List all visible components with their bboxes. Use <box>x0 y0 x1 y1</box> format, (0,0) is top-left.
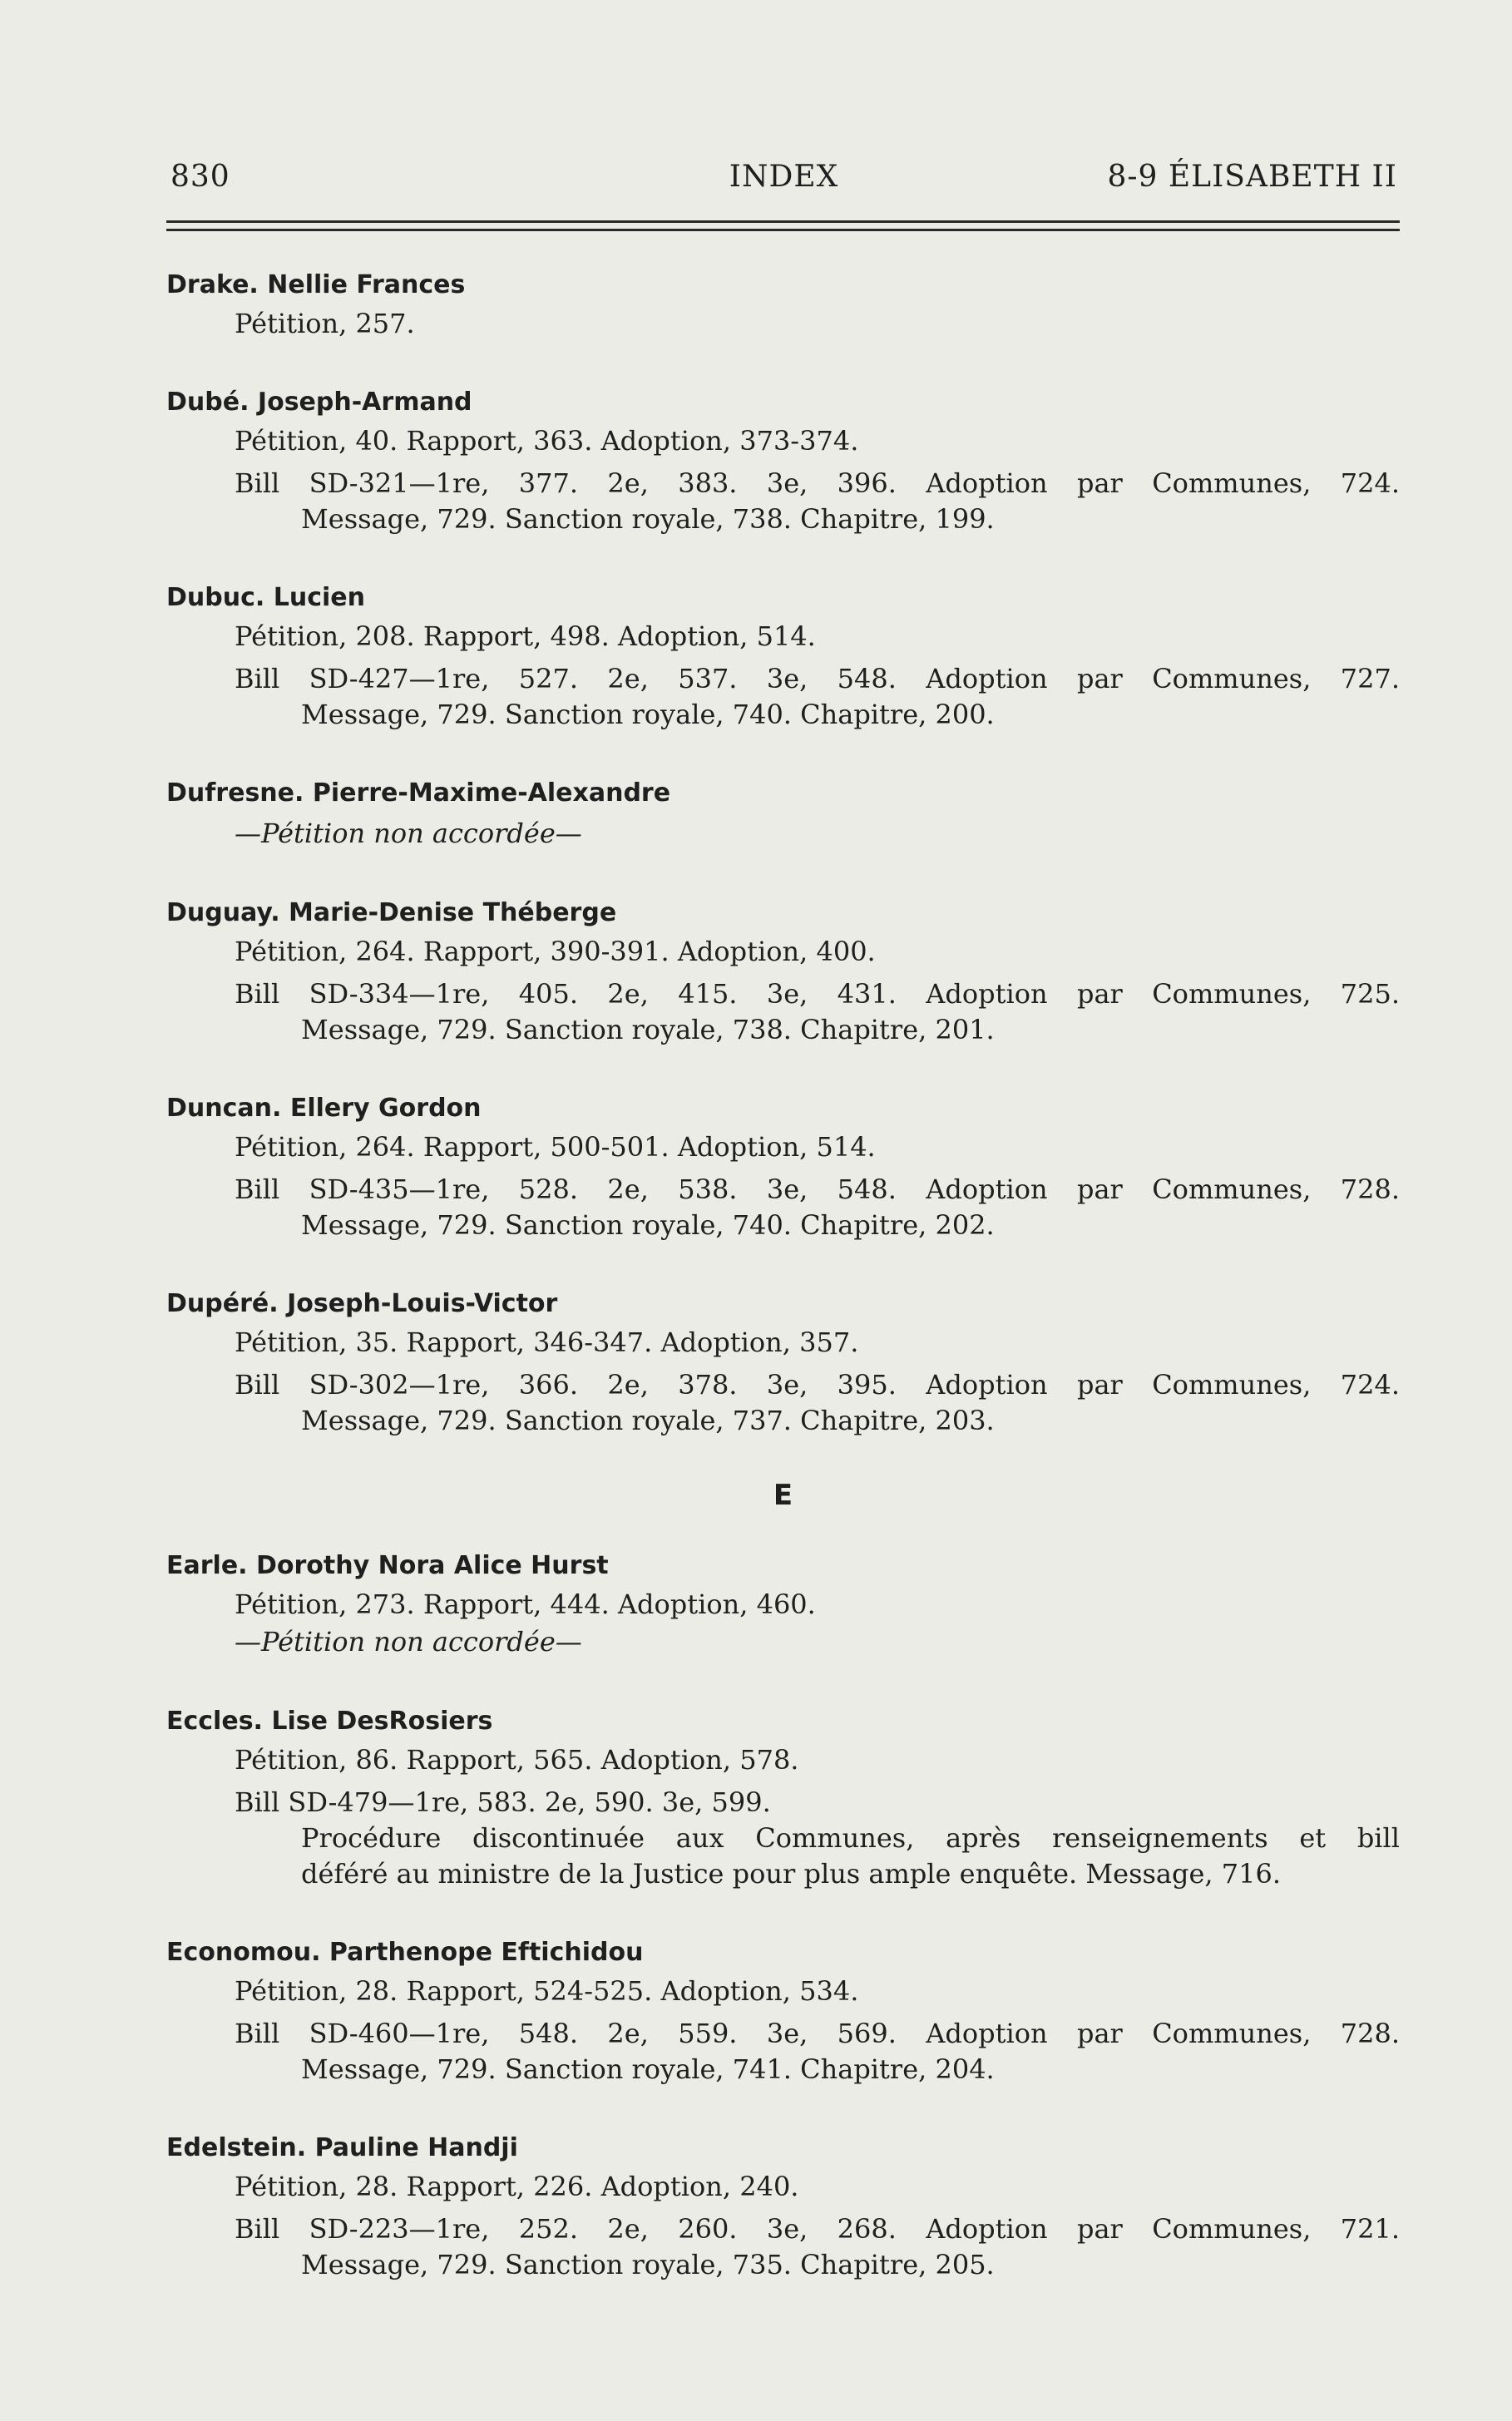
entry-name: Duguay. Marie-Denise Théberge <box>166 898 617 927</box>
index-entry-edelstein <box>166 2127 1400 2283</box>
page-header <box>170 160 1397 203</box>
entry-name: Edelstein. Pauline Handji <box>166 2133 518 2162</box>
entry-bill: Bill SD-427—1re, 527. 2e, 537. 3e, 548. Adoption par Communes, 727. <box>235 663 1400 694</box>
entry-bill-continued: Message, 729. Sanction royale, 740. Chapitre, 200. <box>301 699 995 730</box>
entry-petition: Pétition, 28. Rapport, 524-525. Adoption, 534. <box>235 1975 859 2007</box>
index-entry-drake <box>166 264 1400 342</box>
entry-petition: Pétition, 40. Rapport, 363. Adoption, 373-374. <box>235 425 859 457</box>
entry-procedure: Procédure discontinuée aux Communes, après renseignements et bill <box>301 1822 1400 1854</box>
entry-name: Duncan. Ellery Gordon <box>166 1094 482 1123</box>
entry-bill: Bill SD-223—1re, 252. 2e, 260. 3e, 268. Adoption par Communes, 721. <box>235 2213 1400 2245</box>
entry-petition: Pétition, 35. Rapport, 346-347. Adoption, 357. <box>235 1327 859 1358</box>
index-entry-duguay <box>166 892 1400 1048</box>
entry-bill: Bill SD-479—1re, 583. 2e, 590. 3e, 599. <box>235 1786 771 1818</box>
entry-bill: Bill SD-302—1re, 366. 2e, 378. 3e, 395. Adoption par Communes, 724. <box>235 1369 1400 1401</box>
index-entry-dufresne <box>166 773 1400 852</box>
index-entry-dube <box>166 382 1400 537</box>
entry-petition: Pétition, 208. Rapport, 498. Adoption, 514. <box>235 620 816 652</box>
entry-bill-continued: Message, 729. Sanction royale, 741. Chapitre, 204. <box>301 2053 995 2085</box>
entry-name: Drake. Nellie Frances <box>166 270 466 299</box>
header-rule-bottom <box>166 229 1400 231</box>
index-entry-duncan <box>166 1088 1400 1243</box>
entry-petition: Pétition, 257. <box>235 308 415 339</box>
entry-bill-continued: Message, 729. Sanction royale, 735. Chapitre, 205. <box>301 2249 995 2280</box>
entry-name: Dubuc. Lucien <box>166 583 365 612</box>
header-rule-top <box>166 220 1400 223</box>
entry-note: —Pétition non accordée— <box>235 818 582 849</box>
entry-bill: Bill SD-321—1re, 377. 2e, 383. 3e, 396. Adoption par Communes, 724. <box>235 467 1400 499</box>
page-number: 830 <box>170 160 230 194</box>
entry-bill: Bill SD-334—1re, 405. 2e, 415. 3e, 431. Adoption par Communes, 725. <box>235 978 1400 1010</box>
entry-petition: Pétition, 273. Rapport, 444. Adoption, 460. <box>235 1588 816 1620</box>
entry-bill-continued: Message, 729. Sanction royale, 738. Chapitre, 199. <box>301 503 995 535</box>
entry-bill-continued: Message, 729. Sanction royale, 737. Chapitre, 203. <box>301 1405 995 1436</box>
entry-name: Dubé. Joseph-Armand <box>166 388 472 417</box>
section-letter: E <box>773 1479 793 1512</box>
entry-bill-continued: Message, 729. Sanction royale, 740. Chapitre, 202. <box>301 1209 995 1241</box>
entry-name: Dupéré. Joseph-Louis-Victor <box>166 1289 558 1318</box>
entry-petition: Pétition, 264. Rapport, 390-391. Adoption, 400. <box>235 936 876 967</box>
entry-name: Dufresne. Pierre-Maxime-Alexandre <box>166 778 671 808</box>
entry-note: —Pétition non accordée— <box>235 1626 582 1658</box>
index-entry-dubuc <box>166 577 1400 733</box>
index-entry-economou <box>166 1932 1400 2087</box>
entry-bill: Bill SD-460—1re, 548. 2e, 559. 3e, 569. Adoption par Communes, 728. <box>235 2018 1400 2049</box>
entry-petition: Pétition, 264. Rapport, 500-501. Adoption, 514. <box>235 1131 876 1163</box>
entry-name: Eccles. Lise DesRosiers <box>166 1707 493 1736</box>
entry-name: Economou. Parthenope Eftichidou <box>166 1938 644 1967</box>
entry-petition: Pétition, 86. Rapport, 565. Adoption, 578. <box>235 1744 799 1776</box>
entry-petition: Pétition, 28. Rapport, 226. Adoption, 240. <box>235 2171 799 2202</box>
index-entry-dupere <box>166 1283 1400 1439</box>
index-entry-eccles <box>166 1701 1400 1892</box>
volume-label: 8-9 ÉLISABETH II <box>1107 160 1397 194</box>
entry-name: Earle. Dorothy Nora Alice Hurst <box>166 1551 609 1580</box>
entry-bill: Bill SD-435—1re, 528. 2e, 538. 3e, 548. Adoption par Communes, 728. <box>235 1173 1400 1205</box>
entry-bill-continued: Message, 729. Sanction royale, 738. Chapitre, 201. <box>301 1014 995 1045</box>
index-entry-earle <box>166 1545 1400 1661</box>
entry-procedure-continued: déféré au ministre de la Justice pour plus ample enquête. Message, 716. <box>301 1858 1281 1890</box>
page-title: INDEX <box>729 160 839 194</box>
index-entries <box>166 264 1400 2323</box>
